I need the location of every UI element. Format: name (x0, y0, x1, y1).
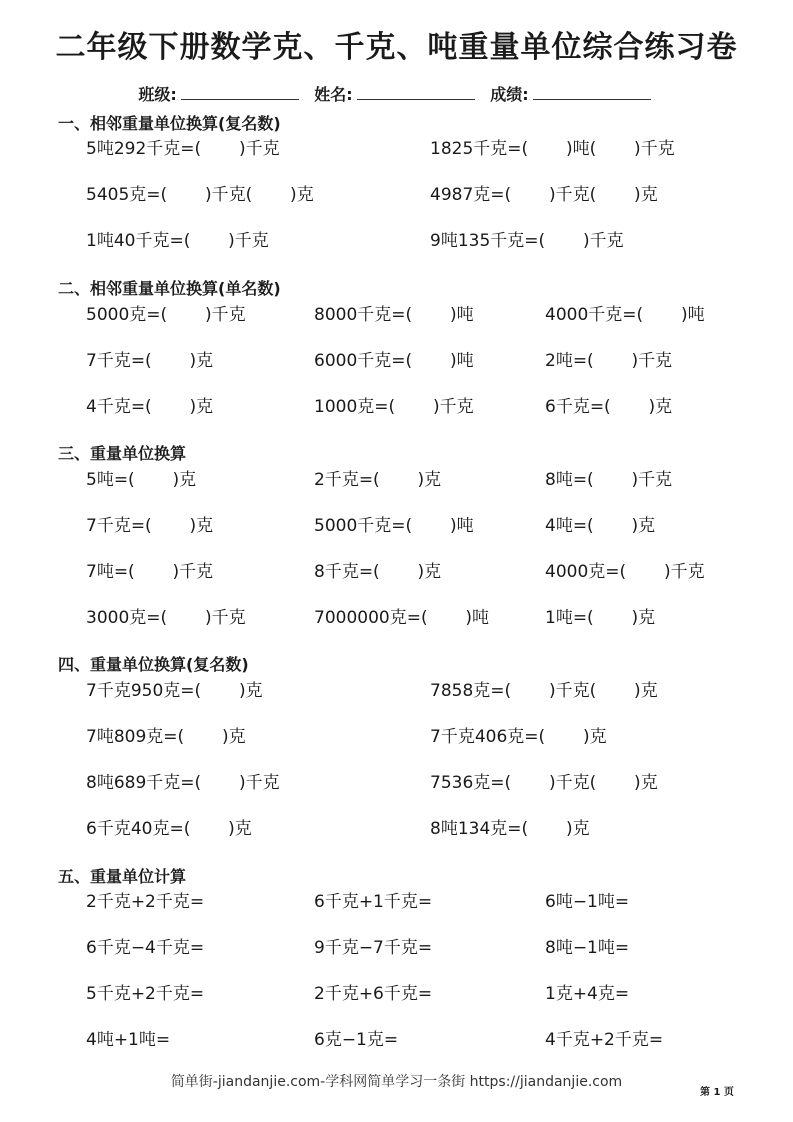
section-2-row (0, 392, 793, 418)
exercise-item: 6千克=( )克 (545, 397, 673, 417)
exercise-item: 4000克=( )千克 (545, 562, 705, 582)
section-3-row (0, 557, 793, 583)
exercise-item: 4987克=( )千克( )克 (430, 185, 658, 205)
exercise-item: 5405克=( )千克( )克 (86, 185, 314, 205)
score-blank (533, 87, 651, 100)
exercise-item: 8吨689千克=( )千克 (86, 773, 280, 793)
section-1-title: 一、相邻重量单位换算(复名数) (58, 114, 281, 133)
exercise-item: 6克−1克= (314, 1030, 399, 1050)
exercise-item: 7858克=( )千克( )克 (430, 681, 658, 701)
section-2-row (0, 346, 793, 372)
section-1-row (0, 134, 793, 160)
exercise-item: 5千克+2千克= (86, 984, 205, 1004)
class-blank (181, 87, 299, 100)
section-5-row (0, 979, 793, 1005)
page-number: 第 1 页 (700, 1087, 734, 1098)
exercise-item: 8千克=( )克 (314, 562, 442, 582)
exercise-item: 7千克406克=( )克 (430, 727, 607, 747)
exercise-item: 7536克=( )千克( )克 (430, 773, 658, 793)
section-3-row (0, 603, 793, 629)
exercise-item: 5000克=( )千克 (86, 305, 246, 325)
exercise-item: 1克+4克= (545, 984, 630, 1004)
exercise-item: 5000千克=( )吨 (314, 516, 474, 536)
exercise-item: 4千克=( )克 (86, 397, 214, 417)
section-2-row (0, 300, 793, 326)
exercise-item: 5吨292千克=( )千克 (86, 139, 280, 159)
exercise-item: 6千克+1千克= (314, 892, 433, 912)
section-5-row (0, 887, 793, 913)
section-4-title: 四、重量单位换算(复名数) (58, 655, 249, 674)
student-info-line (0, 82, 793, 105)
exercise-item: 8吨134克=( )克 (430, 819, 590, 839)
exercise-item: 9吨135千克=( )千克 (430, 231, 624, 251)
section-5-title: 五、重量单位计算 (58, 867, 187, 886)
exercise-item: 7吨809克=( )克 (86, 727, 246, 747)
exercise-item: 7千克=( )克 (86, 516, 214, 536)
exercise-item: 1825千克=( )吨( )千克 (430, 139, 675, 159)
exercise-item: 6吨−1吨= (545, 892, 630, 912)
exercise-item: 8000千克=( )吨 (314, 305, 474, 325)
exercise-item: 9千克−7千克= (314, 938, 433, 958)
exercise-item: 7千克950克=( )克 (86, 681, 263, 701)
class-label: 班级: (138, 85, 177, 104)
exercise-item: 2吨=( )千克 (545, 351, 673, 371)
exercise-item: 8吨=( )千克 (545, 470, 673, 490)
exercise-item: 1吨40千克=( )千克 (86, 231, 269, 251)
section-1-row (0, 226, 793, 252)
exercise-item: 7000000克=( )吨 (314, 608, 490, 628)
exercise-item: 4千克+2千克= (545, 1030, 664, 1050)
exercise-item: 1吨=( )克 (545, 608, 656, 628)
exercise-item: 8吨−1吨= (545, 938, 630, 958)
exercise-item: 2千克=( )克 (314, 470, 442, 490)
section-4-row (0, 722, 793, 748)
exercise-item: 2千克+6千克= (314, 984, 433, 1004)
exercise-item: 5吨=( )克 (86, 470, 197, 490)
section-5-row (0, 1025, 793, 1051)
section-3-row (0, 511, 793, 537)
exercise-item: 7吨=( )千克 (86, 562, 214, 582)
exercise-item: 6千克40克=( )克 (86, 819, 252, 839)
section-2-title: 二、相邻重量单位换算(单名数) (58, 279, 281, 298)
exercise-item: 3000克=( )千克 (86, 608, 246, 628)
exercise-item: 4000千克=( )吨 (545, 305, 705, 325)
section-1-row (0, 180, 793, 206)
exercise-item: 7千克=( )克 (86, 351, 214, 371)
section-4-row (0, 814, 793, 840)
section-3-title: 三、重量单位换算 (58, 444, 187, 463)
page-title: 二年级下册数学克、千克、吨重量单位综合练习卷 (55, 30, 738, 65)
exercise-item: 6千克−4千克= (86, 938, 205, 958)
exercise-item: 4吨+1吨= (86, 1030, 171, 1050)
name-blank (357, 87, 475, 100)
section-4-row (0, 768, 793, 794)
footer-watermark-text: 简单街-jiandanjie.com-学科网简单学习一条街 https://jiandanjie.com (170, 1074, 623, 1090)
section-4-row (0, 676, 793, 702)
exercise-item: 6000千克=( )吨 (314, 351, 474, 371)
section-5-row (0, 933, 793, 959)
name-label: 姓名: (314, 85, 353, 104)
exercise-item: 4吨=( )克 (545, 516, 656, 536)
score-label: 成绩: (490, 85, 529, 104)
section-3-row (0, 465, 793, 491)
exercise-item: 1000克=( )千克 (314, 397, 474, 417)
exercise-item: 2千克+2千克= (86, 892, 205, 912)
